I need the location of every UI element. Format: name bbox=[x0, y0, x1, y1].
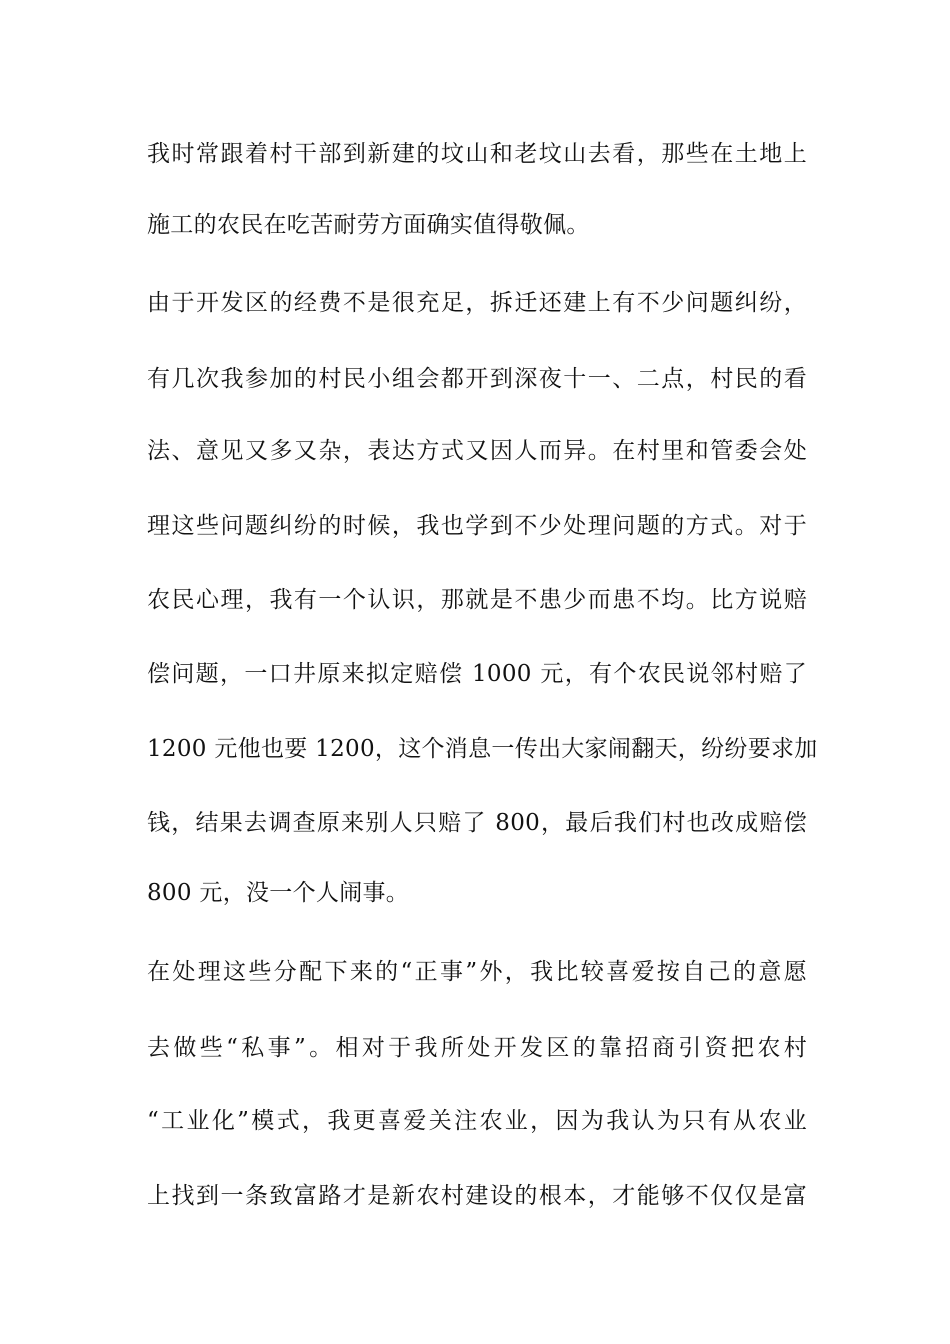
text-line: 在处理这些分配下来的“正事”外，我比较喜爱按自己的意愿 bbox=[147, 959, 807, 985]
text-line: 去做些“私事”。相对于我所处开发区的靠招商引资把农村 bbox=[147, 1035, 807, 1061]
text-line: 法、意见又多又杂，表达方式又因人而异。在村里和管委会处 bbox=[147, 438, 807, 464]
text-line: 理这些问题纠纷的时候，我也学到不少处理问题的方式。对于 bbox=[147, 513, 807, 539]
text-line: 800 元，没一个人闹事。 bbox=[147, 880, 410, 906]
text-line: 农民心理，我有一个认识，那就是不患少而患不均。比方说赔 bbox=[147, 587, 807, 613]
text-line: 我时常跟着村干部到新建的坟山和老坟山去看，那些在土地上 bbox=[147, 141, 807, 167]
text-line: 上找到一条致富路才是新农村建设的根本，才能够不仅仅是富 bbox=[147, 1183, 807, 1209]
text-line: 有几次我参加的村民小组会都开到深夜十一、二点，村民的看 bbox=[147, 366, 807, 392]
text-line: 施工的农民在吃苦耐劳方面确实值得敬佩。 bbox=[147, 212, 590, 238]
text-line: 1200 元他也要 1200，这个消息一传出大家闹翻天，纷纷要求加 bbox=[147, 736, 818, 762]
text-line: “工业化”模式，我更喜爱关注农业，因为我认为只有从农业 bbox=[147, 1108, 807, 1134]
text-line: 钱，结果去调查原来别人只赔了 800，最后我们村也改成赔偿 bbox=[147, 810, 807, 836]
text-line: 偿问题，一口井原来拟定赔偿 1000 元，有个农民说邻村赔了 bbox=[147, 661, 807, 687]
text-line: 由于开发区的经费不是很充足，拆迁还建上有不少问题纠纷， bbox=[147, 290, 807, 316]
